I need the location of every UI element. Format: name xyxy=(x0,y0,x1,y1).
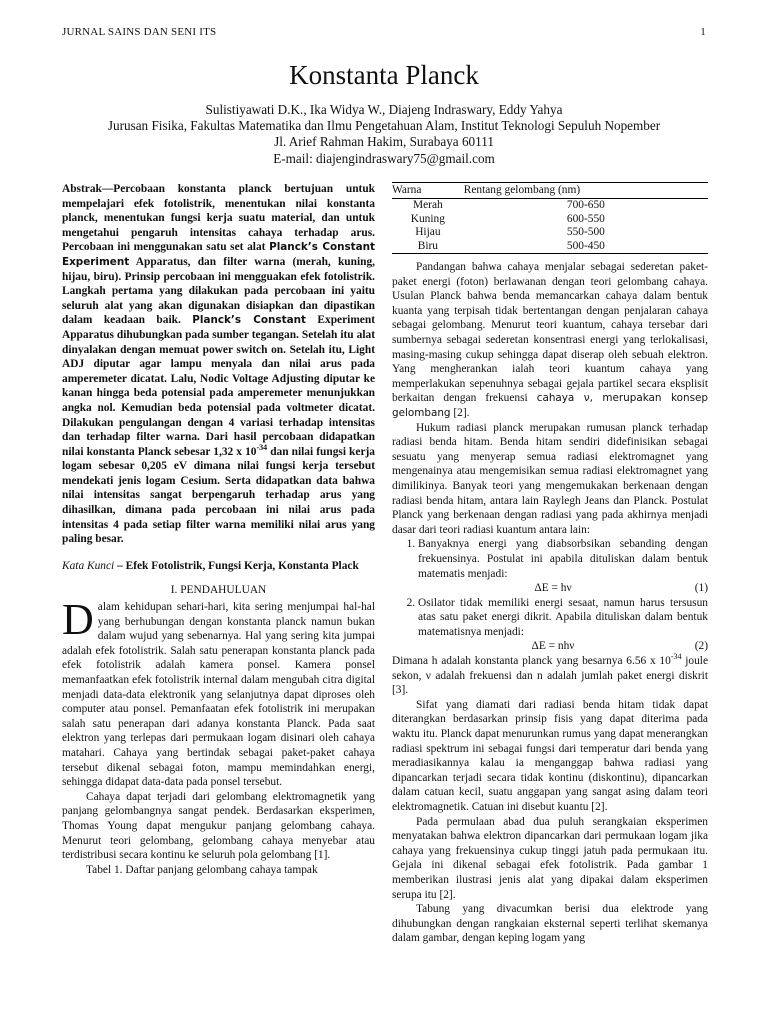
right-column xyxy=(392,182,708,946)
apparatus-name: Planck’s Constant xyxy=(192,314,306,327)
list-item-text: 1. Banyaknya energi yang diabsorbsikan sebanding dengan frekuensinya. Postulat ini apabila dituliskan dalam bentuk matematis menjadi: xyxy=(418,538,708,580)
table-row xyxy=(392,226,708,239)
body-text: Dimana h adalah konstanta planck yang besarnya 6.56 x 10 xyxy=(392,655,671,668)
authors: Sulistiyawati D.K., Ika Widya W., Diajeng Indraswary, Eddy Yahya xyxy=(205,102,563,117)
table-cell: Biru xyxy=(392,240,464,254)
equation-number: (1) xyxy=(694,582,708,595)
table-row xyxy=(392,240,708,254)
list-item xyxy=(418,596,708,654)
body-text-sans: cahaya ν, merupakan konsep gelombang xyxy=(392,392,708,419)
journal-name: JURNAL SAINS DAN SENI ITS xyxy=(62,26,217,38)
body-paragraph: Pada permulaan abad dua puluh serangkaian eksperimen menyatakan bahwa elektron dipancarkan dari permukaan logam jika cahaya yang frekuensinya cukup tinggi jatuh pada permukaan itu. Gejala ini dikenal sebagai efek fotolistrik. Pada gambar 1 memberikan ilustrasi jenis alat yang dipakai dalam eksperimen serupa itu [2]. xyxy=(392,815,708,901)
intro-paragraph xyxy=(62,595,375,790)
affiliation: Jurusan Fisika, Fakultas Matematika dan Ilmu Pengetahuan Alam, Institut Teknologi Sepuluh Nopember xyxy=(107,118,661,134)
abstract-text: Abstrak—Percobaan konstanta planck bertujuan untuk mempelajari efek fotolistrik, menentukan nilai konstanta planck, menentukan fungsi kerja suatu material, dan untuk mengetahui pengaruh intensitas cahaya terhadap arus. Percobaan ini menggunakan satu set alat xyxy=(62,183,375,254)
table-cell: 550-500 xyxy=(566,226,605,239)
exponent: -34 xyxy=(256,442,268,452)
exponent: -34 xyxy=(670,652,682,662)
equation xyxy=(418,639,708,654)
wavelength-table xyxy=(392,182,708,254)
table-header: Rentang gelombang (nm) xyxy=(464,183,708,199)
page-number: 1 xyxy=(700,26,706,38)
table-cell: 600-550 xyxy=(566,212,605,225)
abstract xyxy=(62,182,375,547)
abstract-text: Experiment Apparatus dihubungkan pada sumber tegangan. Setelah itu alat dinyalakan dengan memuat power switch on. Setelah itu, Light ADJ diputar agar lampu menyala dan nilai arus pada amperemeter dicatat. Lalu, Nodic Voltage Adjusting diputar ke kanan hingga beda potensial pada amperemeter menunjukkan angka nol. Kemudian beda potensial pada voltmeter dicatat. Dilakukan pengulangan dengan 4 variasi terhadap intensitas dan terhadap filter warna. Dari hasil percobaan didapatkan nilai konstanta Planck sebesar 1,32 x 10 xyxy=(62,314,375,458)
body-paragraph: Sifat yang diamati dari radiasi benda hitam tidak dapat diterangkan berdasarkan prinsip fisis yang dapat diterima pada waktu itu. Planck dapat menurunkan rumus yang dapat menerangkan radiasi spektrum ini sebagai fungsi dari temperatur dari benda yang meradiasikannya kalau ia menganggap bahwa radiasi yang dipancarkan terjadi secara tidak kontinu (diskontinu), dipancarkan dalam catuan kecil, suatu anggapan yang sangat asing dalam teori elektromagnetik. Catuan ini disebut kuantu [2]. xyxy=(392,698,708,813)
body-paragraph xyxy=(392,260,708,421)
equation-text: ΔE = hν xyxy=(534,582,572,595)
keywords-text: – Efek Fotolistrik, Fungsi Kerja, Konstanta Plack xyxy=(114,559,359,572)
citation: [2]. xyxy=(450,406,470,419)
table-cell: Hijau xyxy=(415,226,441,239)
table-header-row xyxy=(392,183,708,199)
list-item-text: 2. Osilator tidak memiliki energi sesaat, namun harus tersusun atas satu paket energi dikrit. Apabila dituliskan dalam bentuk matematisnya menjadi: xyxy=(418,596,708,638)
equation xyxy=(418,581,708,596)
body-text: joule sekon, ν adalah frekuensi dan n adalah jumlah paket energi diskrit [3]. xyxy=(392,655,709,697)
table-row xyxy=(392,213,708,226)
body-paragraph: Tabung yang divacumkan berisi dua elektrode yang dihubungkan dengan rangkaian eksternal seperti terlihat skemanya dalam gambar, dengan keping logam yang xyxy=(392,903,708,945)
table-cell: 500-450 xyxy=(464,240,708,254)
author-block xyxy=(0,102,768,167)
body-paragraph: Hukum radiasi planck merupakan rumusan planck terhadap radiasi benda hitam. Benda hitam sendiri didefinisikan sebagai sesuatu yang menyerap semua radiasi elektromagnet yang mengenainya atau mengemisikan semua radiasi elektromagnet yang dimilikinya. Banyak teori yang mengemukakan berkenaan dengan radiasi benda hitam, antara lain Raylegh Jeans dan Planck. Postulat Planck yang berkenaan dengan radiasi yang pada akhirnya menjadi dasar dari teori radiasi kuantum antara lain: xyxy=(392,421,708,536)
table-cell: 700-650 xyxy=(566,199,605,212)
equation-number: (2) xyxy=(694,640,708,653)
abstract-text: dan nilai fungsi kerja logam sebesar 0,205 eV dimana nilai fungsi kerja tersebut mendekati jenis logam Cesium. Serta didapatkan data bahwa nilai intensitas sangat berpengaruh terhadap arus yang dihasilkan, dimana pada percobaan ini nilai arus pada intensitas 4 pada setiap filter warna memiliki nilai arus yang paling besar. xyxy=(62,445,375,546)
table-row xyxy=(392,199,708,213)
table-cell: Kuning xyxy=(410,212,445,225)
intro-paragraph: Cahaya dapat terjadi dari gelombang elektromagnetik yang panjang gelombangnya sangat pendek. Berdasarkan eksperimen, Thomas Young dapat mengukur panjang gelombang cahaya. Menurut teori gelombang, gelombang cahaya menyebar atau terdistribusi secara kontinu ke seluruh pola gelombang [1]. xyxy=(62,790,375,862)
equation-text: ΔE = nhν xyxy=(531,640,575,653)
section-heading: I. PENDAHULUAN xyxy=(170,584,267,597)
keywords xyxy=(62,559,375,574)
apparatus-name: Planck’s Constant Experiment xyxy=(62,241,376,268)
body-text: Pandangan bahwa cahaya menjalar sebagai sederetan paket-paket energi (foton) berlawanan dengan teori gelombang cahaya. Usulan Planck bahwa benda memancarkan cahaya dalam bentuk kuanta yang terpisah tidak bertentangan dengan penjalaran cahaya sebagai gelombang. Menurut teori kuantum, cahaya tersebar dari sumbernya sebagai sederetan konsentrasi energi yang terlokalisasi, masing-masing cukup sehingga dapat diserap oleh sebuah elektron. Yang mengherankan ialah teori kuantum cahaya yang memperlakukan sepenuhnya sebagai gejala partikel secara eksplisit berkaitan dengan frekuensi xyxy=(392,261,708,405)
drop-cap: D xyxy=(62,595,94,645)
abstract-text: Apparatus, dan filter warna (merah, kuning, hijau, biru). Prinsip percobaan ini mengguakan efek fotolistrik. Langkah pertama yang dilakukan pada percobaan ini yaitu seluruh alat yang akan digunakan disiapkan dan dipastikan dalam keadaan baik. xyxy=(62,255,375,327)
email: E-mail: diajengindraswary75@gmail.com xyxy=(273,150,495,166)
running-header xyxy=(62,26,706,38)
list-item xyxy=(418,537,708,595)
table-header: Warna xyxy=(392,183,464,199)
body-paragraph xyxy=(392,654,708,698)
table-caption: Tabel 1. Daftar panjang gelombang cahaya tampak xyxy=(86,863,318,876)
keywords-label: Kata Kunci xyxy=(62,559,115,572)
paper-title: Konstanta Planck xyxy=(289,60,479,90)
table-cell: Merah xyxy=(412,199,443,212)
left-column xyxy=(62,182,375,877)
postulate-list xyxy=(392,537,708,654)
address: Jl. Arief Rahman Hakim, Surabaya 60111 xyxy=(274,134,494,150)
intro-text: alam kehidupan sehari-hari, kita sering menjumpai hal-hal yang berhubungan dengan konstanta planck namun bukan dalam wujud yang sebenarnya. Hal yang sering kita jumpai adalah efek fotolistrik. Salah satu penerapan konstanta planck pada efek fotolistrik adalah kamera ponsel. Kamera ponsel memanfaatkan efek fotolistrik internal dalam mengubah citra digital menjadi data-data elektronik yang selanjutnya dapat diproses oleh computer atau ponsel. Pemanfaatan efek fotolistrik ini merupakan salah satu penerapan dari adanya konstanta Planck. Pada saat elektron yang terlepas dari permukaan logam disinari oleh cahaya matahari. Cahaya yang bertindak sebagai paket-paket cahaya tersebut dikenal sebagai foton, mampu memindahkan energi, sehingga didapat data-data pada ponsel tersebut. xyxy=(62,601,375,789)
